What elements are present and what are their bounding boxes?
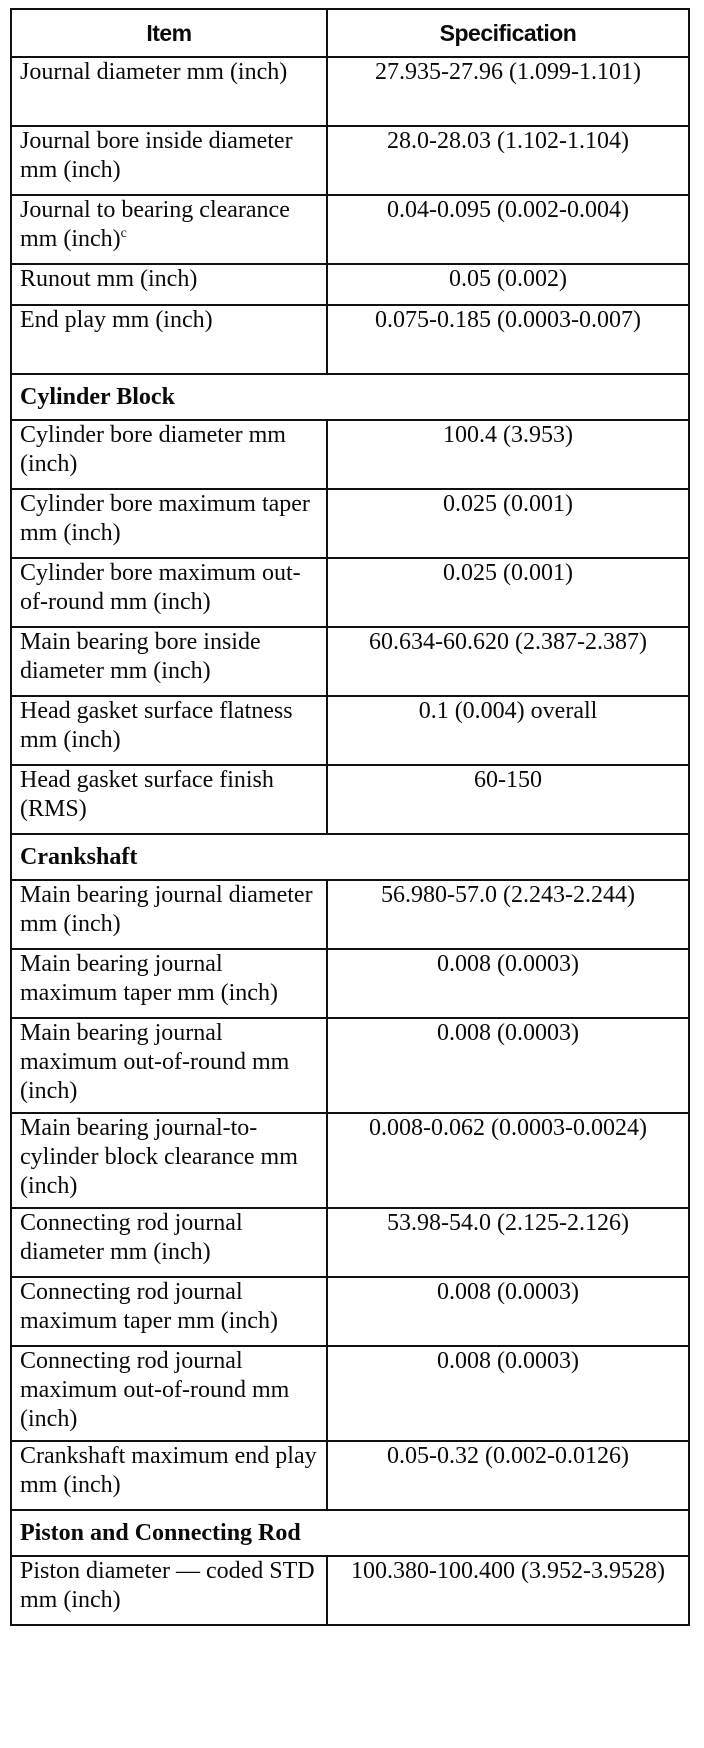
table-row bbox=[11, 1208, 689, 1277]
section-row bbox=[11, 834, 689, 880]
section-row bbox=[11, 1510, 689, 1556]
table-row bbox=[11, 1113, 689, 1208]
item-cell bbox=[11, 57, 327, 126]
table-row bbox=[11, 765, 689, 834]
specification-cell: 0.008 (0.0003) bbox=[327, 1346, 689, 1441]
item-cell bbox=[11, 264, 327, 305]
specification-cell: 0.075-0.185 (0.0003-0.007) bbox=[327, 305, 689, 374]
item-label: Piston diameter — coded STD mm (inch) bbox=[20, 1558, 315, 1613]
item-label: Main bearing bore inside diameter mm (inch) bbox=[20, 629, 261, 684]
item-label: Crankshaft maximum end play mm (inch) bbox=[20, 1443, 317, 1498]
item-cell bbox=[11, 696, 327, 765]
item-label: Head gasket surface finish (RMS) bbox=[20, 767, 274, 822]
item-label: Journal to bearing clearance mm (inch) bbox=[20, 197, 290, 252]
item-cell bbox=[11, 1113, 327, 1208]
item-cell bbox=[11, 558, 327, 627]
item-cell bbox=[11, 627, 327, 696]
section-heading: Piston and Connecting Rod bbox=[11, 1510, 689, 1556]
specification-cell: 0.008-0.062 (0.0003-0.0024) bbox=[327, 1113, 689, 1208]
specification-cell: 53.98-54.0 (2.125-2.126) bbox=[327, 1208, 689, 1277]
section-heading: Cylinder Block bbox=[11, 374, 689, 420]
table-header-row bbox=[11, 9, 689, 57]
section-heading: Crankshaft bbox=[11, 834, 689, 880]
table-row bbox=[11, 305, 689, 374]
item-cell bbox=[11, 765, 327, 834]
footnote-marker: c bbox=[120, 226, 127, 241]
item-label: Cylinder bore maximum taper mm (inch) bbox=[20, 491, 310, 546]
header-item: Item bbox=[11, 9, 327, 57]
item-cell bbox=[11, 1018, 327, 1113]
item-label: End play mm (inch) bbox=[20, 307, 213, 333]
item-label: Connecting rod journal maximum taper mm (inch) bbox=[20, 1279, 278, 1334]
specification-table bbox=[10, 8, 690, 1626]
item-label: Main bearing journal maximum out-of-round mm (inch) bbox=[20, 1020, 290, 1104]
item-cell bbox=[11, 1556, 327, 1625]
item-cell bbox=[11, 949, 327, 1018]
table-row bbox=[11, 1277, 689, 1346]
item-cell bbox=[11, 1277, 327, 1346]
specification-cell: 100.380-100.400 (3.952-3.9528) bbox=[327, 1556, 689, 1625]
table-row bbox=[11, 57, 689, 126]
item-label: Connecting rod journal diameter mm (inch) bbox=[20, 1210, 243, 1265]
item-label: Main bearing journal maximum taper mm (inch) bbox=[20, 951, 278, 1006]
specification-cell: 0.008 (0.0003) bbox=[327, 949, 689, 1018]
table-row bbox=[11, 420, 689, 489]
item-cell bbox=[11, 305, 327, 374]
specification-cell: 100.4 (3.953) bbox=[327, 420, 689, 489]
item-cell bbox=[11, 1208, 327, 1277]
header-specification: Specification bbox=[327, 9, 689, 57]
specification-cell: 0.05-0.32 (0.002-0.0126) bbox=[327, 1441, 689, 1510]
specification-cell: 0.05 (0.002) bbox=[327, 264, 689, 305]
item-cell bbox=[11, 420, 327, 489]
specification-cell: 60-150 bbox=[327, 765, 689, 834]
item-cell bbox=[11, 126, 327, 195]
table-row bbox=[11, 558, 689, 627]
specification-cell: 0.1 (0.004) overall bbox=[327, 696, 689, 765]
item-cell bbox=[11, 880, 327, 949]
item-label: Runout mm (inch) bbox=[20, 266, 198, 292]
table-row bbox=[11, 627, 689, 696]
specification-cell: 56.980-57.0 (2.243-2.244) bbox=[327, 880, 689, 949]
table-row bbox=[11, 1018, 689, 1113]
item-label: Main bearing journal-to-cylinder block clearance mm (inch) bbox=[20, 1115, 298, 1199]
item-label: Journal bore inside diameter mm (inch) bbox=[20, 128, 293, 183]
table-row bbox=[11, 195, 689, 264]
item-label: Main bearing journal diameter mm (inch) bbox=[20, 882, 313, 937]
item-label: Cylinder bore diameter mm (inch) bbox=[20, 422, 286, 477]
table-row bbox=[11, 949, 689, 1018]
table-row bbox=[11, 1441, 689, 1510]
table-row bbox=[11, 880, 689, 949]
table-row bbox=[11, 126, 689, 195]
specification-cell: 0.008 (0.0003) bbox=[327, 1018, 689, 1113]
table-body bbox=[11, 57, 689, 1625]
item-cell bbox=[11, 1441, 327, 1510]
specification-cell: 0.025 (0.001) bbox=[327, 558, 689, 627]
table-row bbox=[11, 264, 689, 305]
specification-cell: 60.634-60.620 (2.387-2.387) bbox=[327, 627, 689, 696]
table-row bbox=[11, 696, 689, 765]
specification-cell: 27.935-27.96 (1.099-1.101) bbox=[327, 57, 689, 126]
item-label: Journal diameter mm (inch) bbox=[20, 59, 288, 85]
table-row bbox=[11, 1556, 689, 1625]
specification-cell: 0.04-0.095 (0.002-0.004) bbox=[327, 195, 689, 264]
item-label: Head gasket surface flatness mm (inch) bbox=[20, 698, 293, 753]
item-cell bbox=[11, 195, 327, 264]
specification-cell: 28.0-28.03 (1.102-1.104) bbox=[327, 126, 689, 195]
item-cell bbox=[11, 489, 327, 558]
item-label: Cylinder bore maximum out-of-round mm (inch) bbox=[20, 560, 301, 615]
section-row bbox=[11, 374, 689, 420]
specification-cell: 0.025 (0.001) bbox=[327, 489, 689, 558]
item-cell bbox=[11, 1346, 327, 1441]
specification-cell: 0.008 (0.0003) bbox=[327, 1277, 689, 1346]
table-row bbox=[11, 1346, 689, 1441]
item-label: Connecting rod journal maximum out-of-round mm (inch) bbox=[20, 1348, 290, 1432]
table-row bbox=[11, 489, 689, 558]
